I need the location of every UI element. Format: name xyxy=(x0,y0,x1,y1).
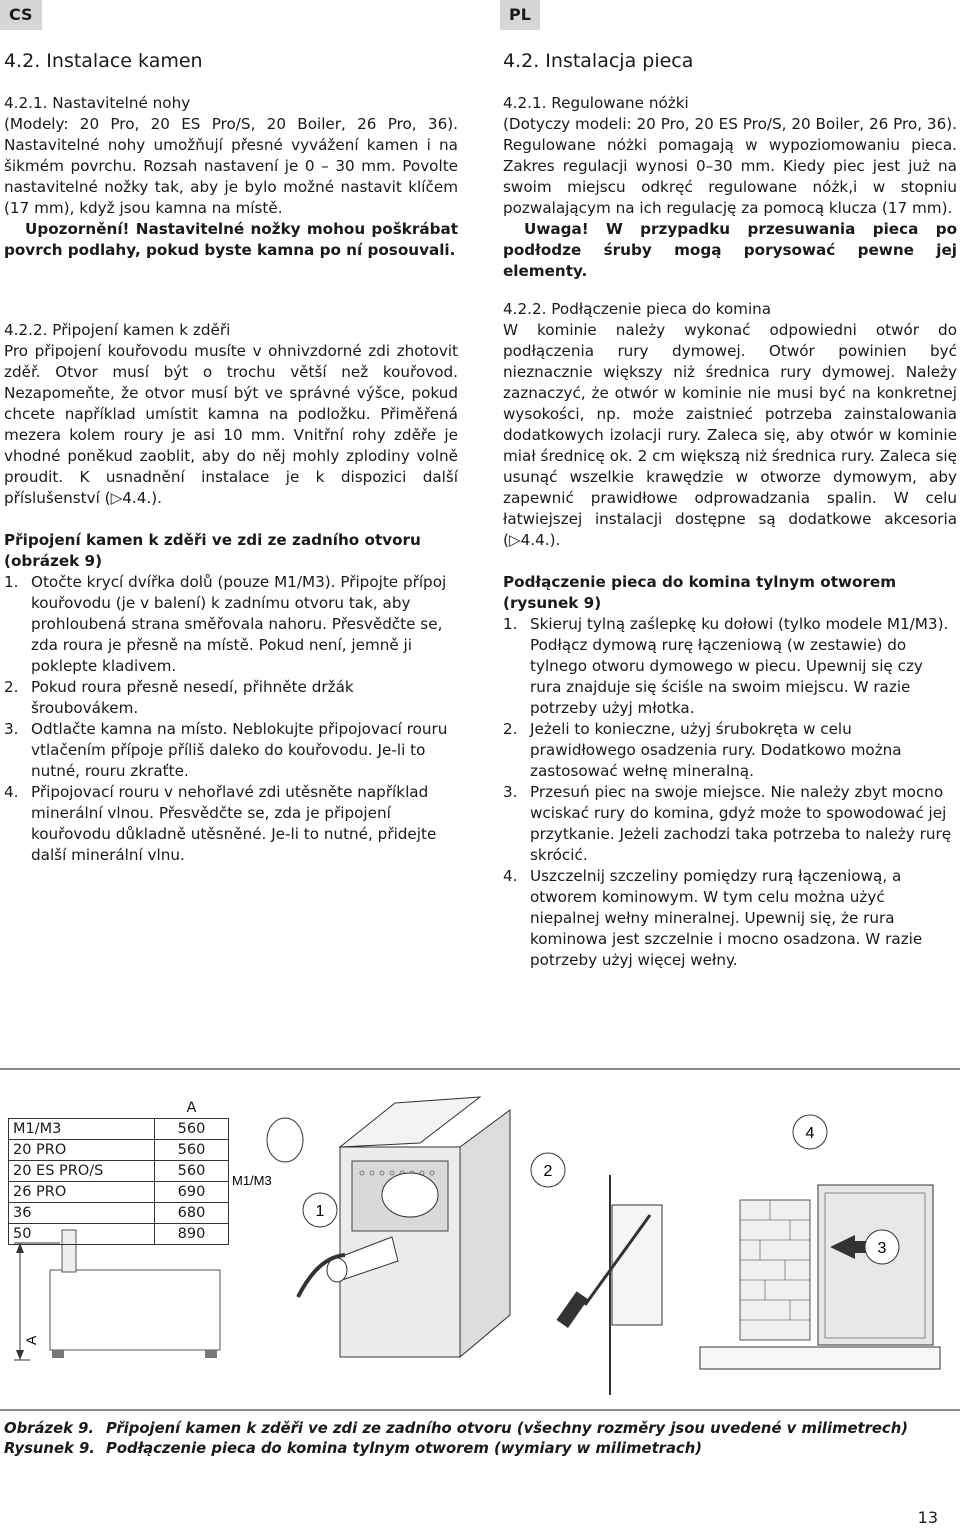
pl-legs-paragraph: (Dotyczy modeli: 20 Pro, 20 ES Pro/S, 20 Boiler, 26 Pro, 36). Regulowane nóżki pomagają w wypoziomowaniu pieca. Zakres regulacji wynosi 0–30 mm. Kiedy piec jest już na swoim miejscu odkręć regulowane nóżk,i w stopniu pozwalającym na ich regulację za pomocą klucza (17 mm). xyxy=(503,115,957,217)
pl-subsection-heading-legs: 4.2.1. Regulowane nóżki xyxy=(503,94,689,112)
pl-section-title: 4.2. Instalacja pieca xyxy=(503,50,694,72)
pl-rear-connection-heading: Podłączenie pieca do komina tylnym otworem (rysunek 9) xyxy=(503,573,897,612)
dimension-a-label: A xyxy=(23,1335,39,1345)
table-row: 36 680 xyxy=(9,1203,229,1224)
cs-steps-list xyxy=(4,572,458,866)
pl-warning-label: Uwaga! xyxy=(524,220,589,238)
callout-3: 3 xyxy=(877,1240,887,1257)
cs-column xyxy=(4,49,458,866)
panel-screwdriver-detail xyxy=(531,1153,662,1395)
language-tab-pl: PL xyxy=(500,0,540,30)
m1m3-label: M1/M3 xyxy=(232,1173,272,1188)
cs-warning-text: Nastavitelné nožky mohou poškrábat povrch podlahy, pokud byste kamna po ní posouvali. xyxy=(4,220,458,259)
pl-steps-list xyxy=(503,614,957,971)
table-row: 20 PRO 560 xyxy=(9,1140,229,1161)
list-item: 1. Skieruj tylną zaślepkę ku dołowi (tylko modele M1/M3). Podłącz dymową rurę łączeniową (w zestawie) do tylnego otworu dymowego w piecu. Upewnij się czy rura znajduje się ściśle na swoim miejscu. W razie potrzeby użyj młotka. xyxy=(503,615,949,717)
table-row: M1/M3 560 xyxy=(9,1119,229,1140)
list-item: 3. Przesuń piec na swoje miejsce. Nie należy zbyt mocno wciskać rury do komina, gdyż może to spowodować jej przytkanie. Jeżeli zachodzi taka potrzeba to należy rurę skrócić. xyxy=(503,783,952,864)
caption-cs-label: Obrázek 9. xyxy=(4,1420,95,1437)
callout-2: 2 xyxy=(543,1163,553,1180)
cs-subsection-heading-legs: 4.2.1. Nastavitelné nohy xyxy=(4,94,191,112)
caption-pl-text: Podłączenie pieca do komina tylnym otworem (wymiary w milimetrach) xyxy=(106,1440,703,1457)
list-item: 2. Jeżeli to konieczne, użyj śrubokręta w celu prawidłowego osadzenia rury. Dodatkowo można zastosować wełnę mineralną. xyxy=(503,720,902,780)
pl-column xyxy=(503,49,957,971)
page-number: 13 xyxy=(917,1508,938,1527)
pl-chimney-paragraph: W kominie należy wykonać odpowiedni otwór do podłączenia rury dymowej. Otwór powinien być nieznacznie większy niż średnica rury dymowej. Należy zaznaczyć, że otwór w kominie nie musi być na konkretnej wysokości, np. może zaistnieć potrzeba zainstalowania dodatkowych izolacji rury. Zaleca się, aby otwór w kominie miał średnicę ok. 2 cm większą niż średnica rury. Zaleca się usunąć wszelkie krawędzie w otworze dymowym, aby zapewnić prawidłowe odprowadzania spalin. W celu łatwiejszej instalacji dostępne są dodatkowe akcesoria (▷4.4.). xyxy=(503,321,957,549)
list-item: 4. Připojovací rouru v nehořlavé zdi utěsněte například minerální vlnou. Přesvědčte se, zda je připojení kouřovodu důkladně utěsněné. Je-li to nutné, přidejte další minerální vlnu. xyxy=(4,783,437,864)
panel-stove-rear-pipe xyxy=(232,1097,510,1357)
list-item: 2. Pokud roura přesně nesedí, přihněte držák šroubovákem. xyxy=(4,678,354,717)
list-item: 1. Otočte krycí dvířka dolů (pouze M1/M3). Připojte přípoj kouřovodu (je v balení) k zadnímu otvoru tak, aby prohloubená strana směřovala nahoru. Přesvědčte se, zda roura je přesně na místě. Pokud není, jemně ji poklepte kladivem. xyxy=(4,573,447,675)
list-item: 4. Uszczelnij szczeliny pomiędzy rurą łączeniową, a otworem kominowym. W tym celu można użyć niepalnej wełny mineralnej. Upewnij się, że rura kominowa jest szczelnie i mocno osadzona. W razie potrzeby użyj więcej wełny. xyxy=(503,867,923,969)
caption-cs-text: Připojení kamen k zděři ve zdi ze zadního otvoru (všechny rozměry jsou uvedené v milimetrech) xyxy=(106,1420,909,1437)
language-tab-cs: CS xyxy=(0,0,42,30)
table-row: 26 PRO 690 xyxy=(9,1182,229,1203)
callout-4: 4 xyxy=(805,1125,815,1142)
cs-chimney-paragraph: Pro připojení kouřovodu musíte v ohnivzdorné zdi zhotovit zděř. Otvor musí být o trochu větší než kouřovod. Nezapomeňte, že otvor musí být ve správné výšce, pokud chcete například umístit kamna na podložku. Přiměřená mezera kolem roury je asi 10 mm. Vnitřní rohy zděře je vhodné poněkud zaoblit, aby do něj mohly zplodiny volně proudit. K usnadnění instalace je k dispozici další příslušenství (▷4.4.). xyxy=(4,342,458,507)
caption-pl-label: Rysunek 9. xyxy=(4,1440,95,1457)
pl-warning-text: W przypadku przesuwania pieca po podłodze śruby mogą porysować pewne jej elementy. xyxy=(503,220,957,280)
table-row: 50 890 xyxy=(9,1224,229,1245)
callout-1: 1 xyxy=(315,1203,325,1220)
cs-warning-label: Upozornění! xyxy=(25,220,130,238)
cs-section-title: 4.2. Instalace kamen xyxy=(4,50,203,72)
cs-subsection-heading-chimney: 4.2.2. Připojení kamen k zděři xyxy=(4,321,231,339)
cs-legs-paragraph: (Modely: 20 Pro, 20 ES Pro/S, 20 Boiler, 26 Pro, 36). Nastavitelné nohy umožňují přesné vyvážení kamen i na šikmém povrchu. Rozsah nastavení je 0 – 30 mm. Povolte nastavitelné nožky tak, aby je bylo možné nastavit klíčem (17 mm), když jsou kamna na místě. xyxy=(4,115,458,217)
panel-stove-side-view xyxy=(14,1230,220,1360)
cs-legs-warning xyxy=(4,219,458,261)
pl-subsection-heading-chimney: 4.2.2. Podłączenie pieca do komina xyxy=(503,300,772,318)
cs-rear-connection-heading: Připojení kamen k zděři ve zdi ze zadního otvoru (obrázek 9) xyxy=(4,531,421,570)
table-header-a: A xyxy=(155,1098,229,1119)
caption-cs xyxy=(4,1419,908,1439)
dimension-table xyxy=(8,1098,229,1245)
caption-pl xyxy=(4,1439,702,1459)
pl-legs-warning xyxy=(503,219,957,282)
panel-brick-wall-connection xyxy=(700,1115,940,1369)
list-item: 3. Odtlačte kamna na místo. Neblokujte připojovací rouru vtlačením přípoje příliš daleko do kouřovodu. Je-li to nutné, rouru zkraťte. xyxy=(4,720,448,780)
table-row: 20 ES PRO/S 560 xyxy=(9,1161,229,1182)
